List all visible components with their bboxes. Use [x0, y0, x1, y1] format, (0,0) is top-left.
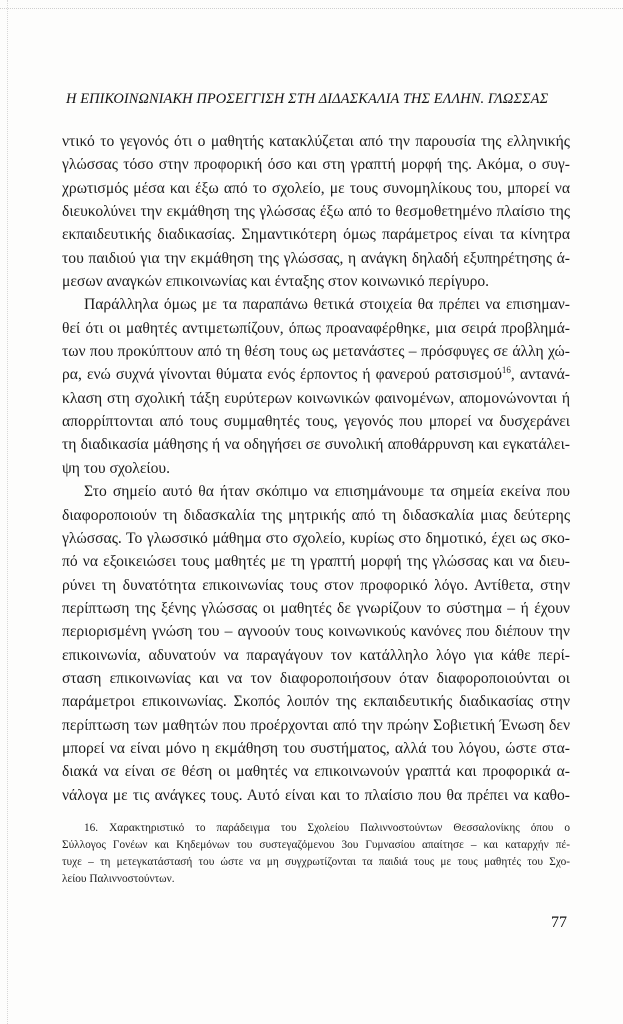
- footnote-line: τυχε – τη μετεγκατάστασή του ώστε να μη συγχρωτίζονται τα παιδιά τους με τους μαθητές του Σχο-: [62, 856, 570, 868]
- body-line: μπορεί να είναι μόνο η εκμάθηση του συστήματος, αλλά του λόγου, ώστε στα-: [62, 739, 570, 757]
- body-text: [62, 130, 570, 807]
- body-line: Στο σημείο αυτό θα ήταν σκόπιμο να επισημάνουμε τα σημεία εκείνα που: [84, 483, 570, 501]
- body-line: ρύνει τη δυνατότητα επικοινωνίας τους στον προφορικό λόγο. Αντίθετα, στην: [62, 576, 570, 594]
- body-line: ψη του σχολείου.: [62, 459, 170, 477]
- body-line: τη διαδικασία μάθησης ή να οδηγήσει σε συνολική αποθάρρυνση και εγκατάλει-: [62, 436, 570, 454]
- page-number: 77: [551, 914, 567, 931]
- body-line: περίπτωση των μαθητών που προέρχονται από την πρώην Σοβιετική Ένωση δεν: [62, 716, 570, 734]
- body-line: νάλογα με τις ανάγκες τους. Αυτό είναι και το πλαίσιο που θα πρέπει να καθο-: [62, 786, 570, 804]
- line-text: ρα, ενώ συχνά γίνονται θύματα ενός έρποντος ή φανερού ρατσισμού: [62, 366, 502, 384]
- body-line-with-footnote: [62, 363, 570, 386]
- body-line: απορρίπτονται από τους συμμαθητές τους, γεγονός που μπορεί να δυσχεράνει: [62, 413, 570, 431]
- body-line: κλαση στη σχολική τάξη ευρύτερων κοινωνικών φαινομένων, απομονώνονται ή: [62, 389, 570, 407]
- body-line: περιορισμένη γνώση του – αγνοούν τους κοινωνικούς κανόνες που διέπουν την: [62, 623, 570, 641]
- footnote-reference: 16: [501, 365, 511, 376]
- body-line: μεσων αναγκών επικοινωνίας και ένταξης στον κοινωνικό περίγυρο.: [62, 273, 490, 291]
- body-line: επικοινωνία, αδυνατούν να παραγάγουν τον κατάλληλο λόγο για κάθε περί-: [62, 646, 570, 664]
- body-line: παράμετροι επικοινωνίας. Σκοπός λοιπόν της εκπαιδευτικής διαδικασίας στην: [62, 693, 570, 711]
- footnote-line: 16. Χαρακτηριστικό το παράδειγμα του Σχολείου Παλιννοστούντων Θεσσαλονίκης όπου ο: [84, 822, 570, 834]
- running-header: Η ΕΠΙΚΟΙΝΩΝΙΑΚΗ ΠΡΟΣΕΓΓΙΣΗ ΣΤΗ ΔΙΔΑΣΚΑΛΙΑ ΤΗΣ ΕΛΛΗΝ. ΓΛΩΣΣΑΣ: [66, 91, 549, 107]
- body-line: περίπτωση της ξένης γλώσσας οι μαθητές δε γνωρίζουν το σύστημα – ή έχουν: [62, 599, 570, 617]
- body-line: γλώσσας τόσο στην προφορική όσο και στη γραπτή μορφή της. Ακόμα, ο συγ-: [62, 156, 570, 174]
- scan-edge-top: [0, 8, 623, 10]
- body-line: διακά να είναι σε θέση οι μαθητές να επικοινωνούν γραπτά και προφορικά α-: [62, 763, 570, 781]
- body-line: χρωτισμός μέσα και έξω από το σχολείο, με τους συνομηλίκους του, μπορεί να: [62, 179, 570, 197]
- footnote-line: Σύλλογος Γονέων και Κηδεμόνων του συστεγαζόμενου 3ου Γυμνασίου απαίτησε – και καταρχήν πέ-: [62, 839, 570, 851]
- body-line: σταση επικοινωνίας και να τον διαφοροποιήσουν όταν διαφοροποιούνται οι: [62, 669, 570, 687]
- line-text: , αντανά-: [510, 366, 570, 384]
- body-line: διαφοροποιούν τη διδασκαλία της μητρικής από τη διδασκαλία μιας δεύτερης: [62, 506, 570, 524]
- body-line: Παράλληλα όμως με τα παραπάνω θετικά στοιχεία θα πρέπει να επισημαν-: [84, 296, 570, 314]
- body-line: πό να εξοικειώσει τους μαθητές με τη γραπτή μορφή της γλώσσας και να διευ-: [62, 553, 570, 571]
- footnote: [62, 820, 570, 888]
- body-line: διευκολύνει την εκμάθηση της γλώσσας έξω από το θεσμοθετημένο πλαίσιο της: [62, 203, 570, 221]
- footnote-line: λείου Παλιννοστούντων.: [62, 873, 175, 885]
- scan-edge-left: [7, 0, 9, 1024]
- body-line: γλώσσας. Το γλωσσικό μάθημα στο σχολείο, κυρίως στο δημοτικό, έχει ως σκο-: [62, 529, 570, 547]
- body-line: θεί ότι οι μαθητές αντιμετωπίζουν, όπως προαναφέρθηκε, μια σειρά προβλημά-: [62, 319, 570, 337]
- body-line: των που προκύπτουν από τη θέση τους ως μετανάστες – πρόσφυγες σε άλλη χώ-: [62, 343, 570, 361]
- body-line: του παιδιού για την εκμάθηση της γλώσσας, η ανάγκη δηλαδή εξυπηρέτησης ά-: [62, 249, 570, 267]
- body-line: εκπαιδευτικής διαδικασίας. Σημαντικότερη όμως παράμετρος είναι τα κίνητρα: [62, 226, 570, 244]
- body-line: ντικό το γεγονός ότι ο μαθητής κατακλύζεται από την παρουσία της ελληνικής: [62, 133, 570, 150]
